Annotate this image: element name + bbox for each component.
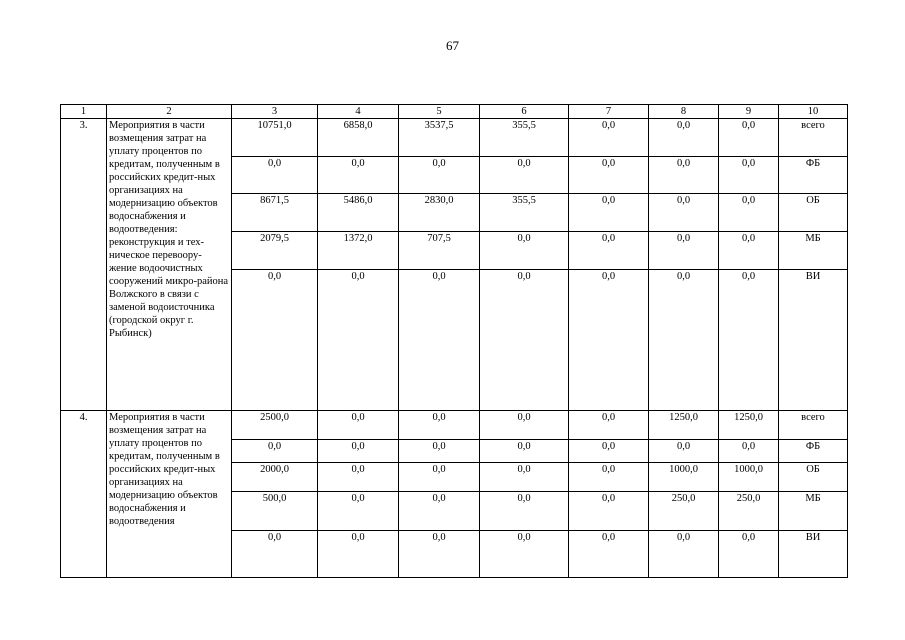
value-cell: 2830,0 — [399, 194, 480, 232]
table-row — [61, 119, 848, 157]
header-cell: 10 — [779, 105, 848, 119]
value-cell: 0,0 — [649, 531, 719, 578]
value-cell: 0,0 — [569, 463, 649, 492]
value-cell: 0,0 — [649, 157, 719, 194]
value-cell: 0,0 — [569, 411, 649, 440]
value-cell: 0,0 — [318, 463, 399, 492]
value-cell: 0,0 — [318, 531, 399, 578]
value-cell: 0,0 — [318, 157, 399, 194]
page-number: 67 — [446, 38, 459, 53]
value-cell: 500,0 — [232, 492, 318, 531]
value-cell: 2500,0 — [232, 411, 318, 440]
value-cell: 0,0 — [480, 157, 569, 194]
item-number: 3. — [61, 119, 107, 411]
value-cell: 0,0 — [399, 411, 480, 440]
table-row — [61, 411, 848, 440]
value-cell: 1372,0 — [318, 232, 399, 270]
value-cell: 0,0 — [569, 440, 649, 463]
value-cell: 0,0 — [480, 463, 569, 492]
program-table — [60, 104, 848, 578]
value-cell: 0,0 — [719, 270, 779, 411]
value-cell: 8671,5 — [232, 194, 318, 232]
funding-source: ФБ — [779, 440, 848, 463]
header-cell: 2 — [107, 105, 232, 119]
value-cell: 0,0 — [480, 232, 569, 270]
value-cell: 355,5 — [480, 119, 569, 157]
value-cell: 1000,0 — [649, 463, 719, 492]
value-cell: 0,0 — [649, 194, 719, 232]
header-cell: 3 — [232, 105, 318, 119]
header-cell: 7 — [569, 105, 649, 119]
value-cell: 0,0 — [569, 232, 649, 270]
funding-source: ВИ — [779, 270, 848, 411]
value-cell: 0,0 — [318, 411, 399, 440]
header-cell: 5 — [399, 105, 480, 119]
funding-source: ВИ — [779, 531, 848, 578]
value-cell: 0,0 — [569, 157, 649, 194]
value-cell: 0,0 — [399, 492, 480, 531]
value-cell: 250,0 — [649, 492, 719, 531]
value-cell: 2079,5 — [232, 232, 318, 270]
value-cell: 0,0 — [569, 531, 649, 578]
value-cell: 0,0 — [569, 492, 649, 531]
value-cell: 1250,0 — [649, 411, 719, 440]
value-cell: 0,0 — [649, 440, 719, 463]
value-cell: 1000,0 — [719, 463, 779, 492]
value-cell: 2000,0 — [232, 463, 318, 492]
header-row — [61, 105, 848, 119]
value-cell: 0,0 — [569, 270, 649, 411]
item-description: Мероприятия в части возмещения затрат на уплату процентов по кредитам, полученным в российских кредит-ных организациях на модернизацию объектов водоснабжения и водоотведения: реконструкция и тех-ническое перевоору-жение водоочистных сооружений микро-района Волжского в связи с заменой водоисточника (городской округ г. Рыбинск) — [107, 119, 232, 411]
value-cell: 3537,5 — [399, 119, 480, 157]
funding-source: МБ — [779, 492, 848, 531]
header-cell: 4 — [318, 105, 399, 119]
value-cell: 0,0 — [232, 270, 318, 411]
value-cell: 250,0 — [719, 492, 779, 531]
item-number: 4. — [61, 411, 107, 578]
value-cell: 0,0 — [719, 531, 779, 578]
value-cell: 0,0 — [649, 232, 719, 270]
value-cell: 0,0 — [569, 119, 649, 157]
value-cell: 0,0 — [569, 194, 649, 232]
value-cell: 0,0 — [399, 531, 480, 578]
value-cell: 0,0 — [719, 232, 779, 270]
value-cell: 0,0 — [232, 440, 318, 463]
value-cell: 6858,0 — [318, 119, 399, 157]
header-cell: 6 — [480, 105, 569, 119]
value-cell: 5486,0 — [318, 194, 399, 232]
value-cell: 0,0 — [719, 194, 779, 232]
value-cell: 0,0 — [318, 492, 399, 531]
value-cell: 0,0 — [399, 270, 480, 411]
value-cell: 0,0 — [480, 411, 569, 440]
value-cell: 0,0 — [719, 119, 779, 157]
header-cell: 8 — [649, 105, 719, 119]
item-description: Мероприятия в части возмещения затрат на уплату процентов по кредитам, полученным в российских кредит-ных организациях на модернизацию объектов водоснабжения и водоотведения — [107, 411, 232, 578]
value-cell: 0,0 — [719, 440, 779, 463]
value-cell: 0,0 — [318, 270, 399, 411]
value-cell: 707,5 — [399, 232, 480, 270]
value-cell: 0,0 — [480, 440, 569, 463]
value-cell: 0,0 — [232, 531, 318, 578]
header-cell: 1 — [61, 105, 107, 119]
value-cell: 0,0 — [649, 119, 719, 157]
funding-source: всего — [779, 411, 848, 440]
value-cell: 0,0 — [480, 531, 569, 578]
value-cell: 1250,0 — [719, 411, 779, 440]
funding-source: всего — [779, 119, 848, 157]
value-cell: 0,0 — [480, 270, 569, 411]
funding-source: ФБ — [779, 157, 848, 194]
value-cell: 355,5 — [480, 194, 569, 232]
value-cell: 0,0 — [232, 157, 318, 194]
value-cell: 0,0 — [399, 463, 480, 492]
value-cell: 0,0 — [480, 492, 569, 531]
value-cell: 0,0 — [719, 157, 779, 194]
funding-source: ОБ — [779, 463, 848, 492]
funding-source: ОБ — [779, 194, 848, 232]
value-cell: 0,0 — [399, 440, 480, 463]
value-cell: 0,0 — [399, 157, 480, 194]
value-cell: 0,0 — [318, 440, 399, 463]
value-cell: 10751,0 — [232, 119, 318, 157]
header-cell: 9 — [719, 105, 779, 119]
funding-source: МБ — [779, 232, 848, 270]
value-cell: 0,0 — [649, 270, 719, 411]
